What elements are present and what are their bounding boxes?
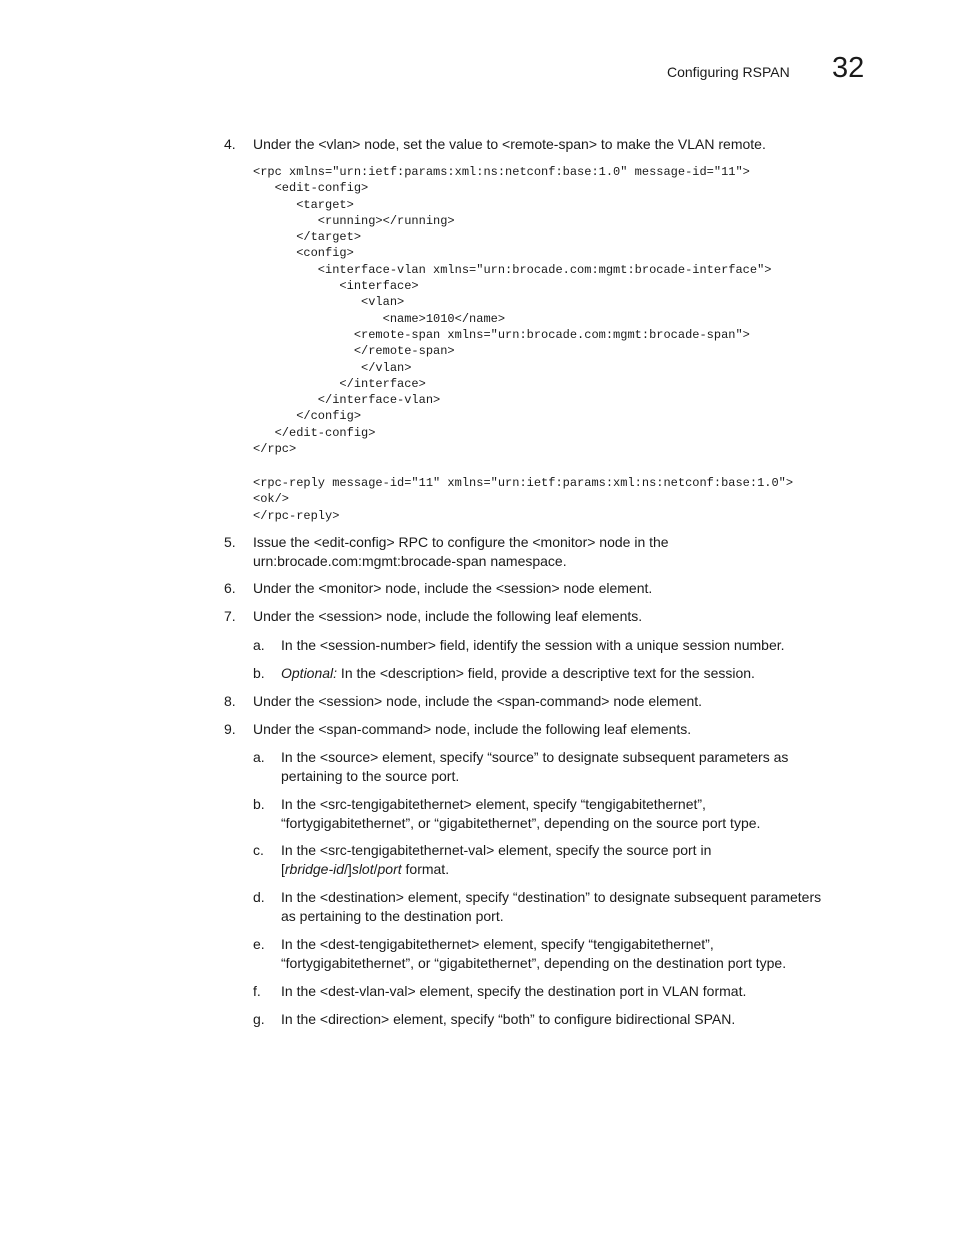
code-line: <interface-vlan xmlns="urn:brocade.com:mgmt:brocade-interface"> — [253, 262, 772, 277]
substep-text: In the <dest-tengigabitethernet> element, specify “tengigabitethernet”, — [281, 936, 714, 952]
substep-letter: a. — [253, 749, 265, 765]
code-line: <remote-span xmlns="urn:brocade.com:mgmt:brocade-span"> — [253, 327, 750, 342]
step-8 — [224, 692, 703, 711]
code-line: </edit-config> — [253, 425, 376, 440]
step-9c — [253, 841, 712, 879]
code-line: <vlan> — [253, 295, 405, 310]
step-9f — [253, 982, 747, 1001]
rbridge-id-term: rbridge-id — [284, 861, 345, 877]
code-line: </config> — [253, 409, 362, 424]
substep-text: In the <src-tengigabitethernet> element, specify “tengigabitethernet”, — [281, 796, 706, 812]
code-line: <target> — [253, 197, 354, 212]
step-text: Issue the <edit-config> RPC to configure the <monitor> node in the — [253, 534, 669, 550]
substep-text: In the <src-tengigabitethernet-val> element, specify the source port in — [281, 842, 712, 858]
substep-letter: a. — [253, 637, 265, 653]
code-line: </target> — [253, 230, 362, 245]
section-title: Configuring RSPAN — [667, 64, 790, 80]
code-line: <interface> — [253, 279, 419, 294]
step-9 — [224, 720, 692, 739]
code-line: <ok/> — [253, 492, 290, 507]
port-term: port — [377, 861, 402, 877]
code-line: <edit-config> — [253, 181, 369, 196]
code-block-request — [253, 164, 771, 457]
step-9a — [253, 748, 789, 786]
step-9d — [253, 888, 822, 926]
substep-text: In the <session-number> field, identify the session with a unique session number. — [281, 637, 785, 653]
code-line: <config> — [253, 246, 354, 261]
chapter-number: 32 — [832, 52, 865, 84]
code-line: </interface> — [253, 376, 426, 391]
substep-text: as pertaining to the destination port. — [281, 908, 504, 924]
substep-letter: d. — [253, 889, 265, 905]
step-number: 9. — [224, 721, 236, 737]
step-4 — [224, 135, 766, 154]
step-text: Under the <session> node, include the <span-command> node element. — [253, 693, 703, 709]
code-block-reply — [253, 475, 793, 524]
substep-letter: b. — [253, 796, 265, 812]
substep-text: In the <destination> element, specify “destination” to designate subsequent parameters — [281, 889, 822, 905]
code-line: <name>1010</name> — [253, 311, 506, 326]
step-9b — [253, 795, 761, 833]
step-6 — [224, 579, 653, 598]
step-text: Under the <session> node, include the following leaf elements. — [253, 608, 643, 624]
step-7b — [253, 664, 755, 683]
step-5 — [224, 533, 669, 571]
substep-text: In the <direction> element, specify “both” to configure bidirectional SPAN. — [281, 1011, 736, 1027]
code-line: <rpc-reply message-id="11" xmlns="urn:ietf:params:xml:ns:netconf:base:1.0"> — [253, 476, 794, 490]
code-line: <running></running> — [253, 213, 455, 228]
code-line: </vlan> — [253, 360, 412, 375]
code-line: </rpc-reply> — [253, 508, 340, 523]
code-line: </remote-span> — [253, 344, 455, 359]
substep-letter: g. — [253, 1011, 265, 1027]
step-text: urn:brocade.com:mgmt:brocade-span namespace. — [253, 553, 567, 569]
step-number: 5. — [224, 534, 236, 550]
step-text: Under the <monitor> node, include the <session> node element. — [253, 580, 653, 596]
substep-letter: f. — [253, 983, 261, 999]
substep-letter: e. — [253, 936, 265, 952]
step-number: 4. — [224, 136, 236, 152]
optional-label: Optional: — [281, 665, 338, 681]
step-number: 7. — [224, 608, 236, 624]
code-line: </rpc> — [253, 442, 297, 457]
code-line: </interface-vlan> — [253, 393, 441, 408]
substep-letter: b. — [253, 665, 265, 681]
substep-text: [rbridge-id/]slot/port format. — [281, 861, 450, 877]
step-9e — [253, 935, 787, 973]
step-9g — [253, 1010, 736, 1029]
substep-text: In the <dest-vlan-val> element, specify the destination port in VLAN format. — [281, 983, 747, 999]
step-number: 8. — [224, 693, 236, 709]
step-text: Under the <span-command> node, include the following leaf elements. — [253, 721, 692, 737]
step-text: Under the <vlan> node, set the value to <remote-span> to make the VLAN remote. — [253, 136, 766, 152]
code-line: <rpc xmlns="urn:ietf:params:xml:ns:netconf:base:1.0" message-id="11"> — [253, 165, 750, 179]
step-7 — [224, 607, 643, 626]
step-number: 6. — [224, 580, 236, 596]
substep-text: “fortygigabitethernet”, or “gigabitethernet”, depending on the destination port type. — [281, 955, 787, 971]
step-7a — [253, 636, 785, 655]
slot-term: slot — [351, 861, 374, 877]
substep-text: “fortygigabitethernet”, or “gigabitethernet”, depending on the source port type. — [281, 815, 761, 831]
substep-text: In the <description> field, provide a descriptive text for the session. — [337, 665, 755, 681]
substep-text: pertaining to the source port. — [281, 768, 460, 784]
substep-text: In the <source> element, specify “source” to designate subsequent parameters as — [281, 749, 789, 765]
substep-letter: c. — [253, 842, 264, 858]
